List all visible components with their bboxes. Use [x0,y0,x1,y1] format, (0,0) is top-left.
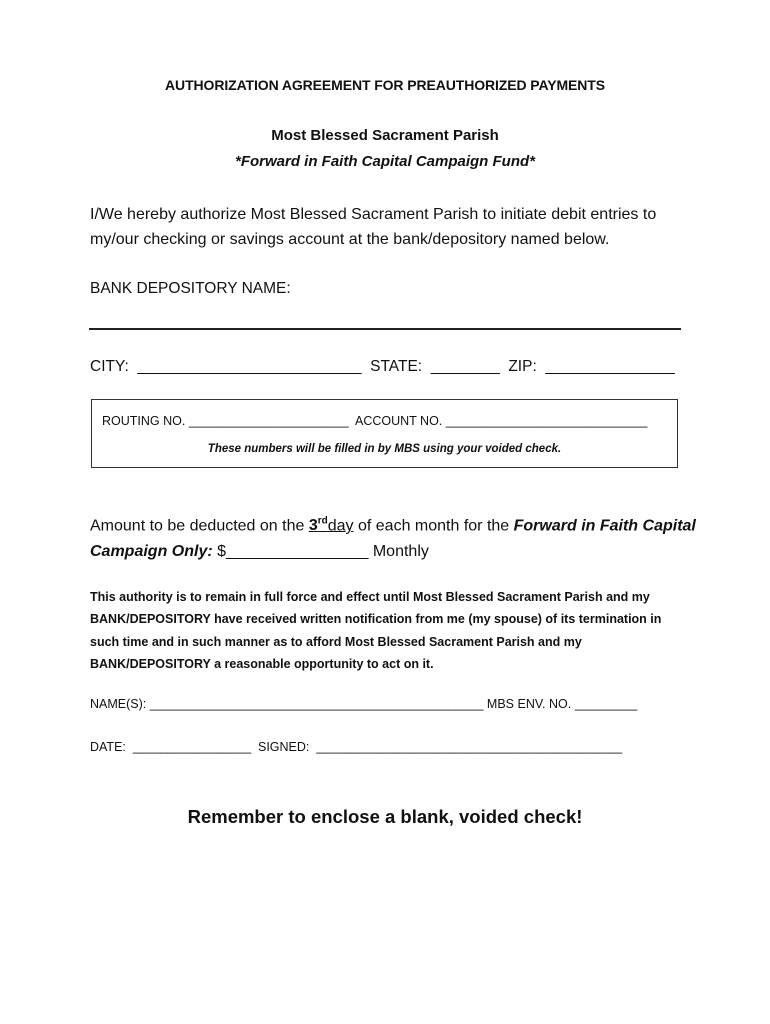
date-label: DATE: [90,740,126,754]
signed-field[interactable]: ____________________________________________ [316,740,623,754]
bank-depository-field[interactable] [89,328,681,330]
names-row [90,697,637,711]
bank-depository-label: BANK DEPOSITORY NAME: [90,280,291,297]
voided-check-reminder: Remember to enclose a blank, voided check! [187,806,583,827]
fund-name: *Forward in Faith Capital Campaign Fund* [234,153,535,170]
account-numbers-row [102,414,647,428]
numbers-note: These numbers will be filled in by MBS using your voided check. [207,443,562,455]
account-label: ACCOUNT NO. [355,414,443,428]
parish-name: Most Blessed Sacrament Parish [271,127,499,144]
form-title: AUTHORIZATION AGREEMENT FOR PREAUTHORIZED PAYMENTS [165,77,605,93]
account-field[interactable]: _____________________________ [445,414,648,428]
date-signed-row [90,740,622,754]
day-number: 3 [308,517,318,535]
address-row [90,358,675,376]
zip-label: ZIP: [508,358,537,375]
state-field[interactable]: ________ [430,358,500,375]
signed-label: SIGNED: [257,740,310,754]
city-label: CITY: [90,358,129,375]
campaign-only: Forward in Faith Capital Campaign Only: [90,517,696,561]
env-label: MBS ENV. NO. [486,697,572,711]
amount-paragraph [90,509,710,565]
frequency: Monthly [368,543,429,561]
zip-field[interactable]: _______________ [545,358,675,375]
amount-middle: of each month for the [353,517,514,535]
authority-terms: This authority is to remain in full force and effect until Most Blessed Sacrament Parish and my BANK/DEPOSITORY have received written notification from me (my spouse) of its termination in such time and in such manner as to afford Most Blessed Sacrament Parish and my BANK/DEPOSITORY a reasonable opportunity to act on it. [90,590,662,671]
amount-prefix: Amount to be deducted on the [90,517,309,535]
routing-field[interactable]: _______________________ [188,414,349,428]
account-numbers-box [91,399,678,468]
city-field[interactable]: __________________________ [137,358,362,375]
amount-field[interactable]: ________________ [226,543,369,561]
env-field[interactable]: _________ [574,697,638,711]
day-word: day [327,517,354,535]
deduction-day [309,517,328,534]
dollar-sign: $ [212,543,227,561]
authorization-intro: I/We hereby authorize Most Blessed Sacrament Parish to initiate debit entries to my/our checking or savings account at the bank/depository named below. [90,206,657,248]
day-suffix: rd [317,516,328,527]
state-label: STATE: [370,358,423,375]
date-field[interactable]: _________________ [132,740,252,754]
names-field[interactable]: ________________________________________________ [149,697,484,711]
routing-label: ROUTING NO. [102,414,186,428]
names-label: NAME(S): [90,697,147,711]
